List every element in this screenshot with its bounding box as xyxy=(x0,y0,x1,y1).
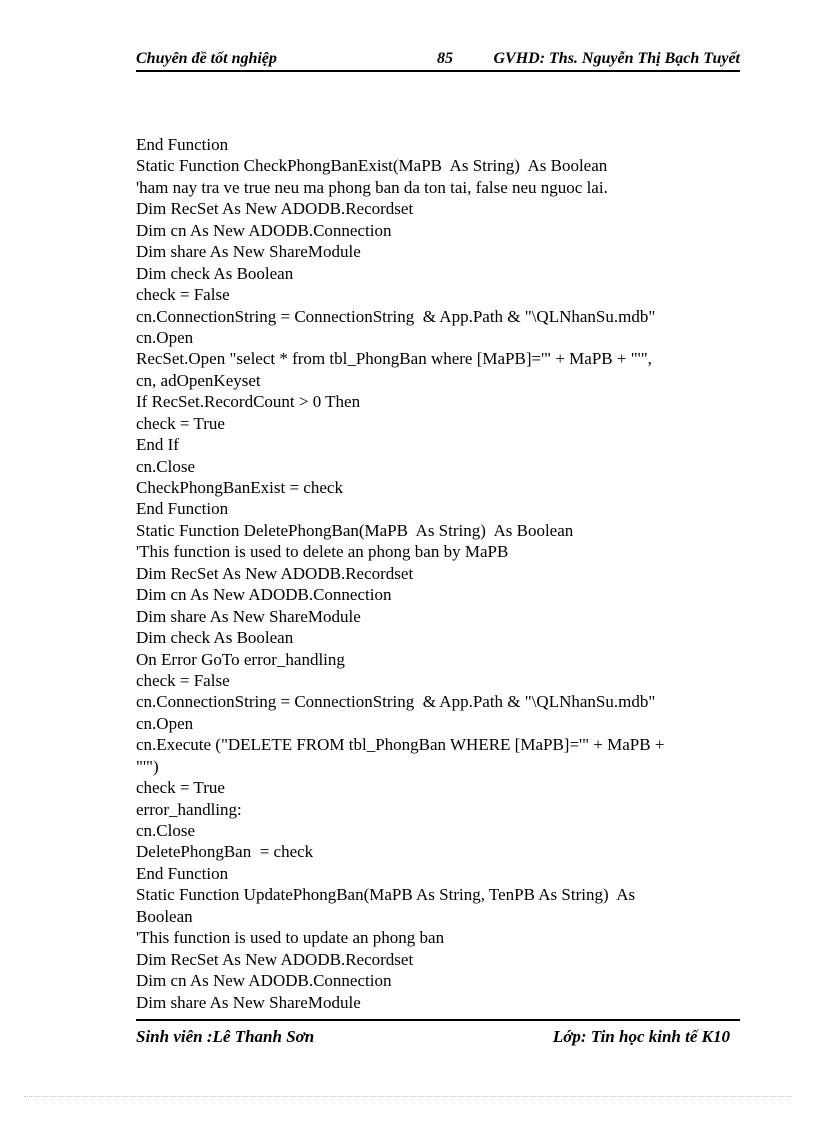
code-line: cn, adOpenKeyset xyxy=(136,370,261,390)
code-line: cn.Open xyxy=(136,713,194,733)
code-line: "'") xyxy=(136,756,159,776)
code-line: End Function xyxy=(136,863,229,883)
code-line: If RecSet.RecordCount > 0 Then xyxy=(136,392,361,412)
code-listing xyxy=(136,134,736,1013)
code-line: End Function xyxy=(136,499,229,519)
code-line: Dim cn As New ADODB.Connection xyxy=(136,971,392,991)
header-supervisor: GVHD: Ths. Nguyễn Thị Bạch Tuyết xyxy=(493,50,740,67)
code-line: Dim share As New ShareModule xyxy=(136,992,361,1012)
code-line: check = False xyxy=(136,670,230,690)
code-line: Dim cn As New ADODB.Connection xyxy=(136,220,392,240)
code-line: cn.ConnectionString = ConnectionString & App.Path & "\QLNhanSu.mdb" xyxy=(136,692,656,712)
code-line: Dim RecSet As New ADODB.Recordset xyxy=(136,199,414,219)
code-line: RecSet.Open "select * from tbl_PhongBan where [MaPB]='" + MaPB + "'", xyxy=(136,349,652,369)
code-line: check = True xyxy=(136,778,225,798)
code-line: Boolean xyxy=(136,906,193,926)
code-line: 'This function is used to update an phong ban xyxy=(136,928,445,948)
code-line: On Error GoTo error_handling xyxy=(136,649,345,669)
code-line: Static Function DeletePhongBan(MaPB As String) As Boolean xyxy=(136,520,574,540)
code-line: check = False xyxy=(136,285,230,305)
code-line: Dim share As New ShareModule xyxy=(136,242,361,262)
code-line: End Function xyxy=(136,135,229,154)
code-line: cn.Close xyxy=(136,821,196,840)
code-line: 'ham nay tra ve true neu ma phong ban da ton tai, false neu nguoc lai. xyxy=(136,177,608,197)
code-line: cn.ConnectionString = ConnectionString & App.Path & "\QLNhanSu.mdb" xyxy=(136,306,656,326)
code-line: Dim cn As New ADODB.Connection xyxy=(136,585,392,605)
code-line: Static Function CheckPhongBanExist(MaPB As String) As Boolean xyxy=(136,156,608,176)
code-line: cn.Open xyxy=(136,327,194,347)
code-line: 'This function is used to delete an phong ban by MaPB xyxy=(136,542,509,562)
header-page-number: 85 xyxy=(437,50,453,67)
code-line: cn.Execute ("DELETE FROM tbl_PhongBan WHERE [MaPB]='" + MaPB + xyxy=(136,735,665,755)
code-line: Dim check As Boolean xyxy=(136,263,294,283)
code-line: cn.Close xyxy=(136,456,196,476)
page-bottom-divider xyxy=(24,1096,792,1097)
code-line: End If xyxy=(136,435,179,455)
code-line: CheckPhongBanExist = check xyxy=(136,478,343,497)
footer-student: Sinh viên :Lê Thanh Sơn xyxy=(136,1027,315,1046)
code-line: error_handling: xyxy=(136,799,242,819)
code-line: Dim check As Boolean xyxy=(136,628,294,648)
code-line: DeletePhongBan = check xyxy=(136,842,314,862)
code-line: Dim share As New ShareModule xyxy=(136,606,361,626)
page-header xyxy=(136,46,740,72)
code-line: Dim RecSet As New ADODB.Recordset xyxy=(136,949,414,969)
footer-class: Lớp: Tin học kinh tế K10 xyxy=(552,1027,730,1046)
code-line: Dim RecSet As New ADODB.Recordset xyxy=(136,563,414,583)
code-line: check = True xyxy=(136,413,225,433)
header-thesis-title: Chuyên đề tốt nghiệp xyxy=(136,50,277,67)
page-footer xyxy=(136,1019,740,1051)
code-line: Static Function UpdatePhongBan(MaPB As String, TenPB As String) As xyxy=(136,885,636,905)
